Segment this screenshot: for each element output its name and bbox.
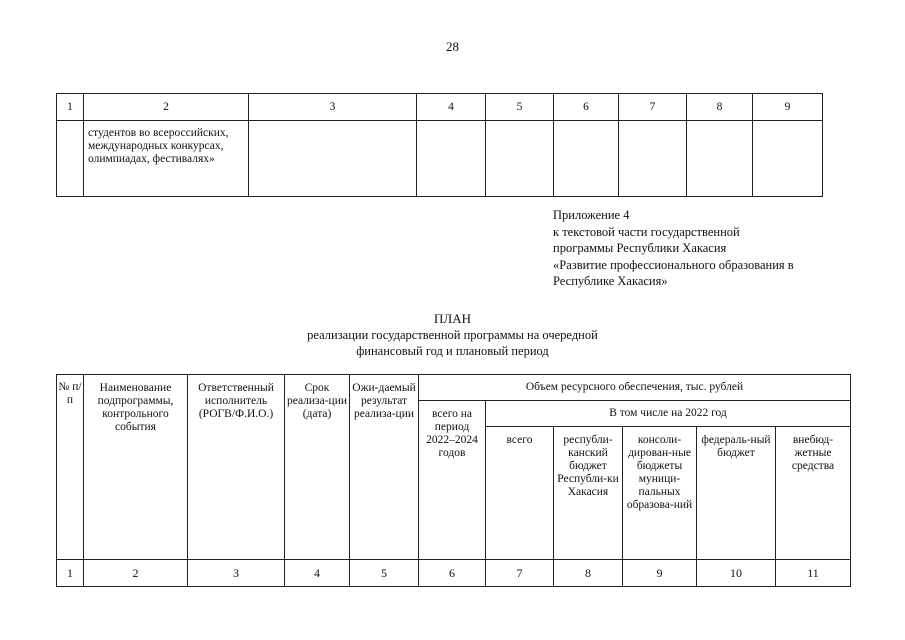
page-number: 28 [446, 39, 459, 54]
table-cell [619, 121, 687, 197]
appendix-note: Приложение 4 к текстовой части государственной программы Республики Хакасия «Развитие профессионального образования в Республике Хакасия» [553, 208, 794, 288]
header-num: № п/п [57, 375, 84, 560]
table-header-row [57, 94, 823, 121]
table-cell [249, 121, 417, 197]
column-number: 4 [285, 560, 350, 587]
column-number: 6 [419, 560, 486, 587]
header-cell: 5 [486, 94, 554, 121]
plan-subtitle: реализации государственной программы на очередной финансовый год и плановый период [307, 328, 598, 358]
header-cell: 1 [57, 94, 84, 121]
header-cell: 4 [417, 94, 486, 121]
column-number: 7 [486, 560, 554, 587]
table-cell [486, 121, 554, 197]
header-federal-budget: федераль-ный бюджет [697, 427, 776, 560]
header-republic-budget: республи-канский бюджет Республи-ки Хакасия [554, 427, 623, 560]
header-cell: 9 [753, 94, 823, 121]
plan-table [56, 374, 851, 587]
header-executor: Ответственный исполнитель (РОГВ/Ф.И.О.) [188, 375, 285, 560]
column-number: 10 [697, 560, 776, 587]
continuation-table [56, 93, 823, 197]
column-number: 1 [57, 560, 84, 587]
table-cell [687, 121, 753, 197]
table-cell-text: студентов во всероссийских, международных конкурсах, олимпиадах, фестивалях» [84, 121, 249, 197]
column-number: 2 [84, 560, 188, 587]
column-number: 9 [623, 560, 697, 587]
table-cell [57, 121, 84, 197]
header-total: всего [486, 427, 554, 560]
header-municipal-budget: консоли-дирован-ные бюджеты муници-пальных образова-ний [623, 427, 697, 560]
column-number: 3 [188, 560, 285, 587]
header-cell: 6 [554, 94, 619, 121]
header-cell: 2 [84, 94, 249, 121]
number-row [57, 560, 851, 587]
table-cell [753, 121, 823, 197]
header-cell: 8 [687, 94, 753, 121]
header-name: Наименование подпрограммы, контрольного события [84, 375, 188, 560]
table-cell [417, 121, 486, 197]
plan-title: ПЛАН [434, 311, 471, 326]
header-cell: 7 [619, 94, 687, 121]
header-off-budget: внебюд-жетные средства [776, 427, 851, 560]
table-cell [554, 121, 619, 197]
header-total-period: всего на период 2022–2024 годов [419, 401, 486, 560]
column-number: 5 [350, 560, 419, 587]
table-row [57, 121, 823, 197]
header-resource-volume: Объем ресурсного обеспечения, тыс. рублей [419, 375, 851, 401]
column-number: 8 [554, 560, 623, 587]
header-expected-result: Ожи-даемый результат реализа-ции [350, 375, 419, 560]
header-deadline: Срок реализа-ции (дата) [285, 375, 350, 560]
header-including-2022: В том числе на 2022 год [486, 401, 851, 427]
column-number: 11 [776, 560, 851, 587]
header-cell: 3 [249, 94, 417, 121]
